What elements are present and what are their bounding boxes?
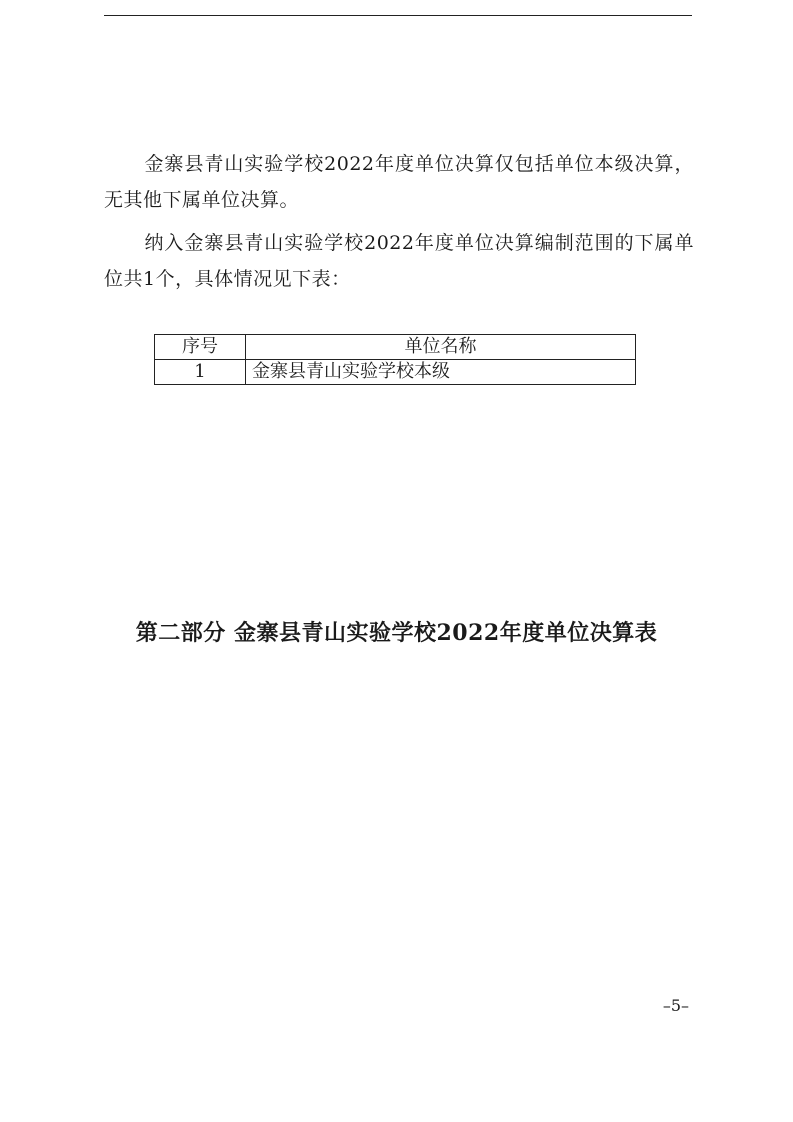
page-number: –5– [662, 996, 689, 1015]
paragraph-subunit-count [104, 225, 694, 297]
column-header-unit-name: 单位名称 [246, 335, 636, 360]
column-header-seq: 序号 [155, 335, 246, 360]
table-row [155, 360, 636, 385]
paragraph-text: 纳入金寨县青山实验学校2022年度单位决算编制范围的下属单位共1个，具体情况见下表： [104, 232, 694, 290]
paragraph-scope-summary [104, 146, 694, 218]
section-heading: 第二部分 金寨县青山实验学校2022年度单位决算表 [135, 620, 658, 646]
table-header-row [155, 335, 636, 360]
unit-scope-table [154, 334, 636, 385]
header-rule [104, 15, 692, 16]
cell-unit-name: 金寨县青山实验学校本级 [246, 360, 636, 385]
paragraph-text: 金寨县青山实验学校2022年度单位决算仅包括单位本级决算，无其他下属单位决算。 [104, 153, 694, 211]
cell-seq: 1 [155, 360, 246, 385]
